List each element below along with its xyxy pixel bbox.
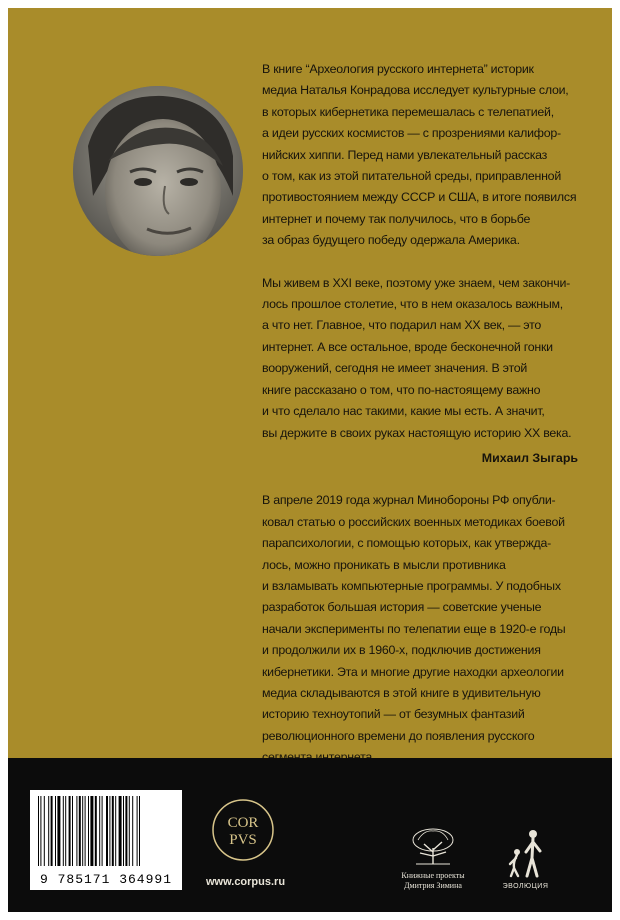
- text-line: вооружений, сегодня не имеет значения. В этой: [262, 361, 528, 376]
- tree-logo-icon: [410, 826, 456, 866]
- text-line: лось прошлое столетие, что в нем оказалось важным,: [262, 297, 563, 312]
- text-line: и что сделало нас такими, какие мы есть. А значит,: [262, 404, 545, 419]
- blurb-paragraph-2: [262, 273, 578, 470]
- text-line: противостоянием между СССР и США, в итоге появился: [262, 190, 577, 205]
- text-line: В апреле 2019 года журнал Минобороны РФ опубли-: [262, 493, 556, 508]
- text-line: разработок большая история — советские ученые: [262, 600, 542, 615]
- zimin-series-logo: [393, 826, 473, 891]
- text-line: за образ будущего победу одержала Америка.: [262, 233, 520, 248]
- text-line: Мы живем в XXI веке, поэтому уже знаем, чем закончи-: [262, 275, 571, 290]
- publisher-url: www.corpus.ru: [206, 876, 286, 888]
- text-line: медиа складываются в этой книге в удивительную: [262, 685, 541, 700]
- signature-zygar: Михаил Зыгарь: [481, 450, 578, 465]
- barcode-bars: [38, 796, 174, 866]
- svg-text:PVS: PVS: [229, 832, 257, 848]
- back-cover: [8, 8, 612, 912]
- series-name-line2: Дмитрия Зимина: [404, 881, 462, 890]
- blurb-column: [262, 59, 578, 794]
- evolution-series-logo: [498, 828, 553, 890]
- text-line: медиа Наталья Конрадова исследует культурные слои,: [262, 83, 569, 98]
- footer-band: [8, 758, 612, 912]
- text-line: революционного времени до появления русского: [262, 728, 535, 743]
- text-line: а что нет. Главное, что подарил нам XX век, — это: [262, 318, 542, 333]
- text-line: в которых кибернетика перемешалась с телепатией,: [262, 104, 554, 119]
- text-line: кибернетики. Эта и многие другие находки археологии: [262, 664, 564, 679]
- evolution-logo-icon: [506, 828, 546, 878]
- text-line: ковал статью о российских военных методиках боевой: [262, 514, 565, 529]
- text-line: нийских хиппи. Перед нами увлекательный рассказ: [262, 147, 548, 162]
- text-line: вы держите в своих руках настоящую историю XX века.: [262, 425, 572, 440]
- blurb-paragraph-1: [262, 59, 578, 252]
- blurb-paragraph-3: [262, 490, 578, 794]
- text-line: о том, как из этой питательной среды, приправленной: [262, 169, 561, 184]
- series-name-line1: Книжные проекты: [401, 871, 465, 880]
- text-line: а идеи русских космистов — с прозрениями калифор-: [262, 126, 561, 141]
- text-line: В книге “Археология русского интернета” историк: [262, 62, 534, 76]
- barcode-icon: [30, 790, 182, 890]
- corpus-logo-icon: [211, 798, 275, 862]
- series-name-evolution: ЭВОЛЮЦИЯ: [502, 883, 549, 890]
- text-line: и продолжили их в 1960-х, подключив достижения: [262, 643, 541, 658]
- text-line: книге рассказано о том, что по-настоящему важно: [262, 382, 541, 397]
- isbn-number: 9 785171 364991: [39, 872, 173, 887]
- text-line: начали эксперименты по телепатии еще в 1920-е годы: [262, 621, 566, 636]
- text-line: лось, можно проникать в мысли противника: [262, 557, 506, 572]
- text-line: и взламывать компьютерные программы. У подобных: [262, 578, 561, 593]
- author-portrait: [73, 86, 243, 256]
- text-line: парапсихологии, с помощью которых, как утвержда-: [262, 536, 551, 551]
- portrait-image: [73, 86, 243, 256]
- text-line: историю техноутопий — от безумных фантазий: [262, 707, 525, 722]
- text-line: интернет. А все остальное, вроде бесконечной гонки: [262, 339, 553, 354]
- text-line: интернет и почему так получилось, что в борьбе: [262, 211, 531, 226]
- svg-text:COR: COR: [227, 815, 259, 831]
